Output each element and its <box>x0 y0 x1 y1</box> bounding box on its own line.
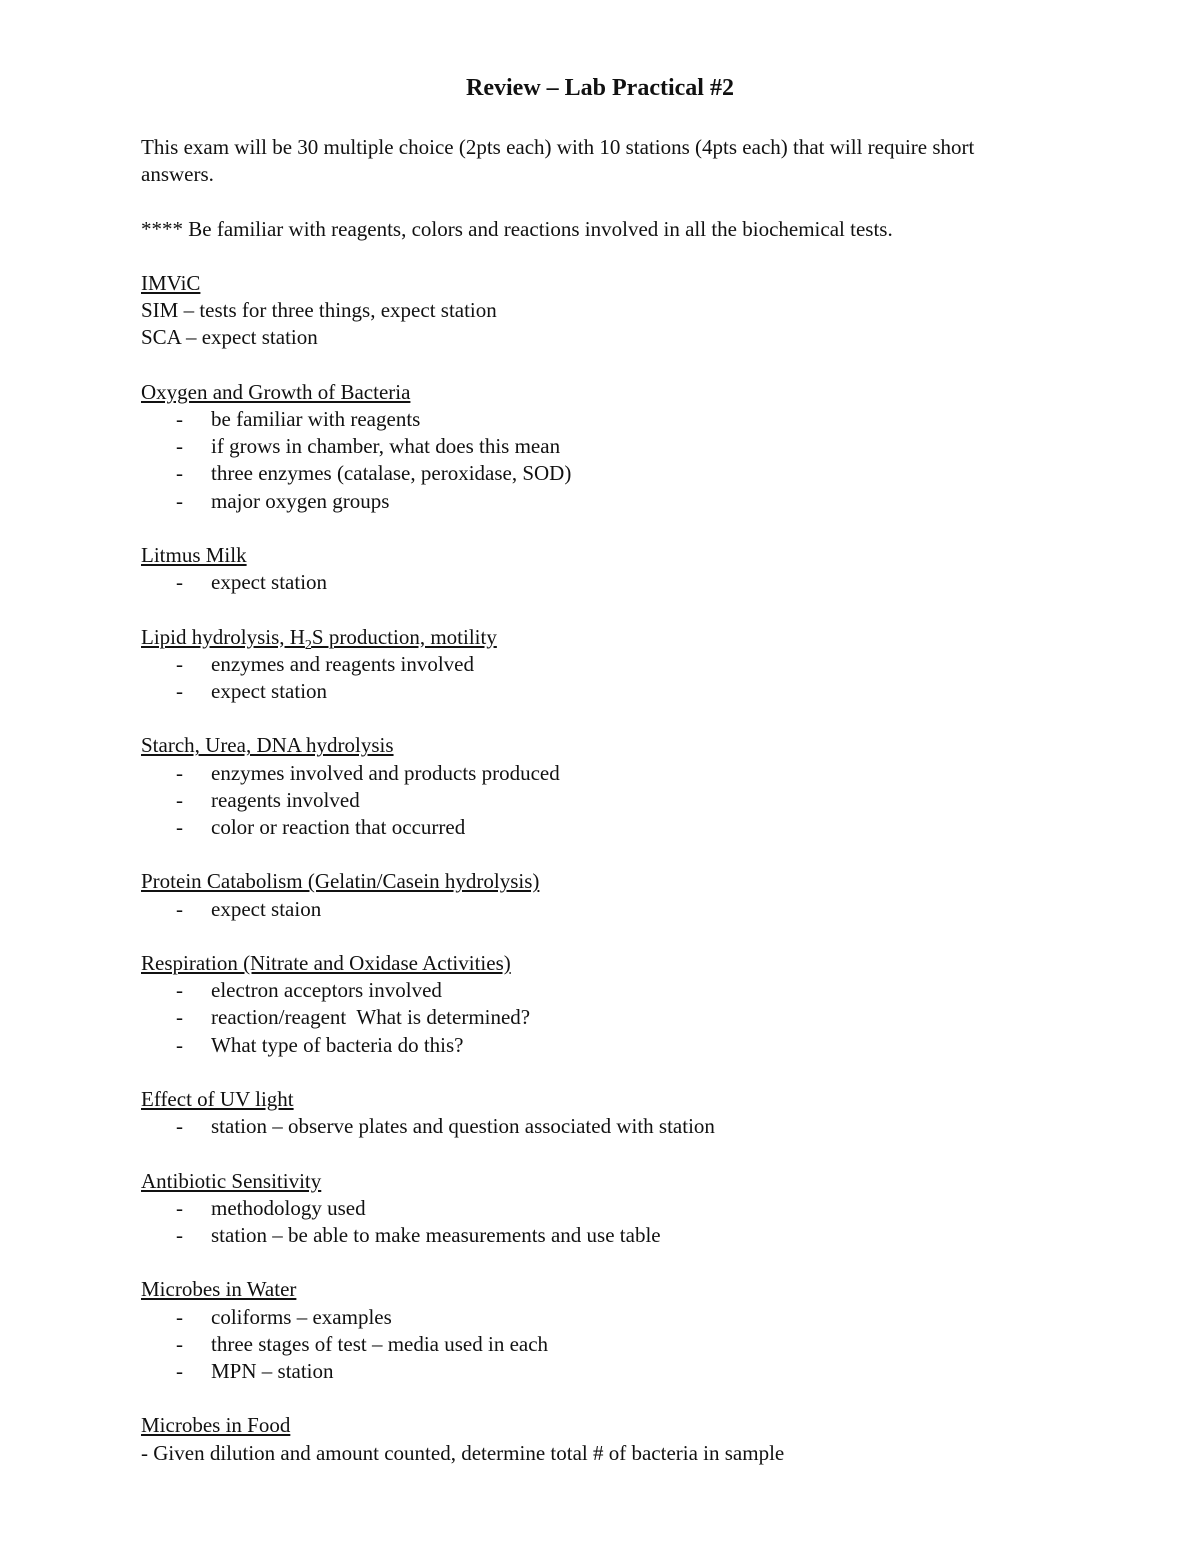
note-paragraph: **** Be familiar with reagents, colors and reactions involved in all the biochemical tests. <box>141 216 893 241</box>
bullet-dash: - <box>176 1195 183 1220</box>
bullet-dash: - <box>176 651 183 676</box>
bullet-dash: - <box>176 814 183 839</box>
bullet-dash: - <box>176 1331 183 1356</box>
page-title: Review – Lab Practical #2 <box>466 75 734 101</box>
section-protein <box>141 868 1041 922</box>
bullet-dash: - <box>176 787 183 812</box>
list-item: - methodology used <box>141 1195 1041 1222</box>
bullet-dash: - <box>176 1032 183 1057</box>
section-heading: Microbes in Water <box>141 1277 297 1302</box>
bullet-dash: - <box>176 1005 183 1030</box>
section-uv <box>141 1086 1041 1140</box>
section-heading: Oxygen and Growth of Bacteria <box>141 379 411 404</box>
bullet-dash: - <box>176 434 183 459</box>
section-heading: Lipid hydrolysis, $H_2S$ production, motility <box>141 624 497 653</box>
list-item: - be familiar with reagents <box>141 406 1041 433</box>
section-heading: Microbes in Food <box>141 1413 291 1438</box>
list-item: - What type of bacteria do this? <box>141 1032 1041 1059</box>
list-item: - expect staion <box>141 896 1041 923</box>
bullet-dash: - <box>176 1304 183 1329</box>
bullet-dash: - <box>176 1114 183 1139</box>
section-water <box>141 1276 1041 1385</box>
list-item: - expect station <box>141 678 1041 705</box>
bullet-dash: - <box>176 896 183 921</box>
section-heading: Starch, Urea, DNA hydrolysis <box>141 733 394 758</box>
section-lipid <box>141 624 1041 706</box>
section-food <box>141 1412 1041 1466</box>
section-heading: IMViC <box>141 270 201 295</box>
list-item: - color or reaction that occurred <box>141 814 1041 841</box>
bullet-dash: - <box>176 461 183 486</box>
section-litmus <box>141 542 1041 596</box>
list-item: - station – observe plates and question associated with station <box>141 1113 1041 1140</box>
section-oxygen <box>141 379 1041 515</box>
list-item: - coliforms – examples <box>141 1304 1041 1331</box>
section-line: - Given dilution and amount counted, determine total # of bacteria in sample <box>141 1440 785 1465</box>
intro-paragraph: This exam will be 30 multiple choice (2pts each) with 10 stations (4pts each) that will require short answers. <box>141 135 975 187</box>
bullet-dash: - <box>176 488 183 513</box>
section-heading: Protein Catabolism (Gelatin/Casein hydrolysis) <box>141 869 540 894</box>
bullet-dash: - <box>176 406 183 431</box>
list-item: - reaction/reagent What is determined? <box>141 1004 1041 1031</box>
list-item: - reagents involved <box>141 787 1041 814</box>
bullet-dash: - <box>176 760 183 785</box>
list-item: - enzymes and reagents involved <box>141 651 1041 678</box>
section-antibiotic <box>141 1168 1041 1250</box>
list-item: - electron acceptors involved <box>141 977 1041 1004</box>
section-line: SIM – tests for three things, expect station <box>141 298 497 323</box>
section-heading: Effect of UV light <box>141 1086 294 1111</box>
bullet-dash: - <box>176 1358 183 1383</box>
section-heading: Respiration (Nitrate and Oxidase Activities) <box>141 950 511 975</box>
list-item: - enzymes involved and products produced <box>141 760 1041 787</box>
section-line: SCA – expect station <box>141 325 318 350</box>
list-item: - expect station <box>141 569 1041 596</box>
list-item: - major oxygen groups <box>141 488 1041 515</box>
bullet-dash: - <box>176 1222 183 1247</box>
document-body <box>141 134 1041 1467</box>
bullet-dash: - <box>176 678 183 703</box>
section-starch <box>141 732 1041 841</box>
list-item: - three enzymes (catalase, peroxidase, SOD) <box>141 460 1041 487</box>
section-heading: Antibiotic Sensitivity <box>141 1168 322 1193</box>
section-respiration <box>141 950 1041 1059</box>
list-item: - station – be able to make measurements and use table <box>141 1222 1041 1249</box>
section-imvic <box>141 270 1041 352</box>
bullet-dash: - <box>176 570 183 595</box>
list-item: - three stages of test – media used in each <box>141 1331 1041 1358</box>
list-item: - if grows in chamber, what does this mean <box>141 433 1041 460</box>
section-heading: Litmus Milk <box>141 542 247 567</box>
list-item: - MPN – station <box>141 1358 1041 1385</box>
bullet-dash: - <box>176 978 183 1003</box>
